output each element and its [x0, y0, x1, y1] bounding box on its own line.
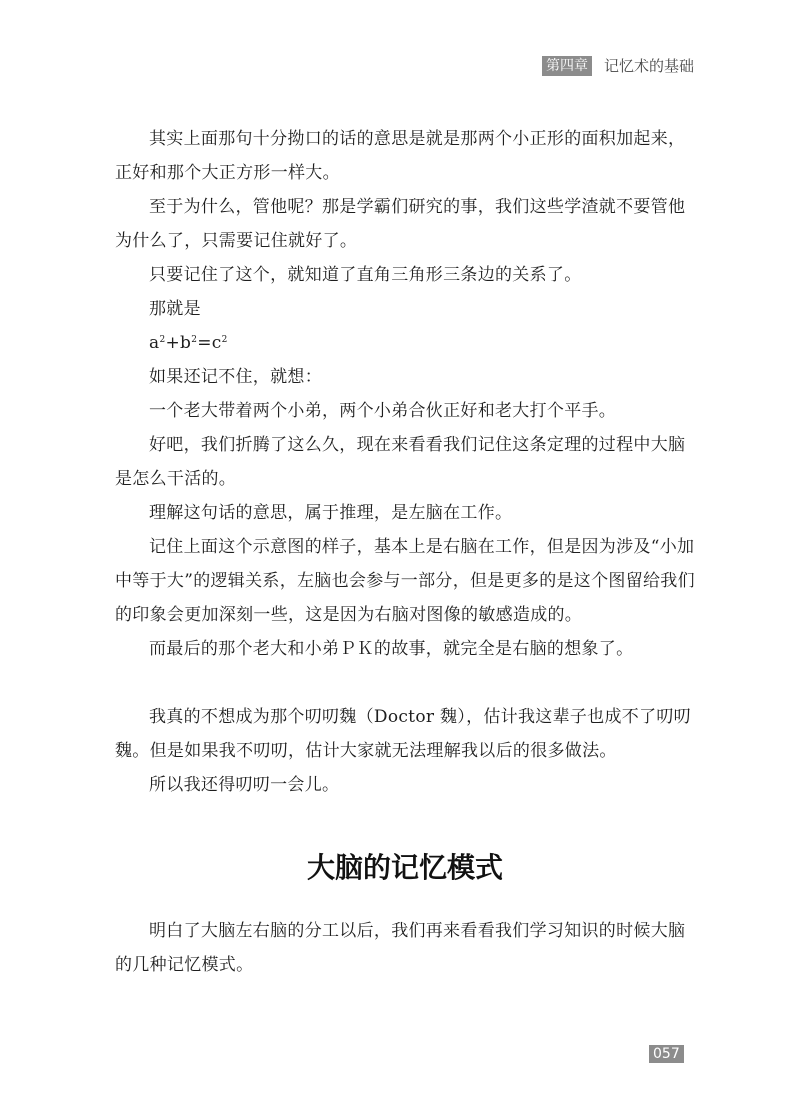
- paragraph: 理解这句话的意思，属于推理，是左脑在工作。: [149, 503, 513, 523]
- section-title: 大脑的记忆模式: [306, 851, 503, 884]
- chapter-badge: 第四章: [542, 56, 592, 76]
- paragraph: 那就是: [149, 299, 201, 319]
- paragraph: 如果还记不住，就想：: [149, 367, 322, 387]
- paragraph: 只要记住了这个，就知道了直角三角形三条边的关系了。: [149, 265, 582, 285]
- chapter-title: 记忆术的基础: [603, 57, 694, 75]
- paragraph: 所以我还得叨叨一会儿。: [149, 775, 340, 795]
- paragraph: 一个老大带着两个小弟，两个小弟合伙正好和老大打个平手。: [149, 401, 617, 421]
- running-header: [542, 55, 694, 76]
- paragraph: 记住上面这个示意图的样子，基本上是右脑在工作，但是因为涉及“小加中等于大”的逻辑关系，左脑也会参与一部分，但是更多的是这个图留给我们的印象会更加深刻一些，这是因为右脑对图像的敏感造成的。: [115, 537, 695, 625]
- paragraph: 我真的不想成为那个叨叨魏（Doctor 魏），估计我这辈子也成不了叨叨魏。但是如果我不叨叨，估计大家就无法理解我以后的很多做法。: [115, 707, 691, 761]
- page-number: 057: [649, 1045, 684, 1063]
- paragraph: 至于为什么，管他呢？那是学霸们研究的事，我们这些学渣就不要管他为什么了，只需要记住就好了。: [115, 197, 686, 251]
- paragraph: 明白了大脑左右脑的分工以后，我们再来看看我们学习知识的时候大脑的几种记忆模式。: [115, 921, 686, 975]
- paragraph: 其实上面那句十分拗口的话的意思是就是那两个小正形的面积加起来，正好和那个大正方形一样大。: [115, 129, 686, 183]
- paragraph: 而最后的那个老大和小弟ＰＫ的故事，就完全是右脑的想象了。: [149, 639, 634, 659]
- pythagorean-formula: $a^2+b^2=c^2$: [149, 333, 228, 353]
- page-body: [115, 122, 695, 982]
- paragraph: 好吧，我们折腾了这么久，现在来看看我们记住这条定理的过程中大脑是怎么干活的。: [115, 435, 686, 489]
